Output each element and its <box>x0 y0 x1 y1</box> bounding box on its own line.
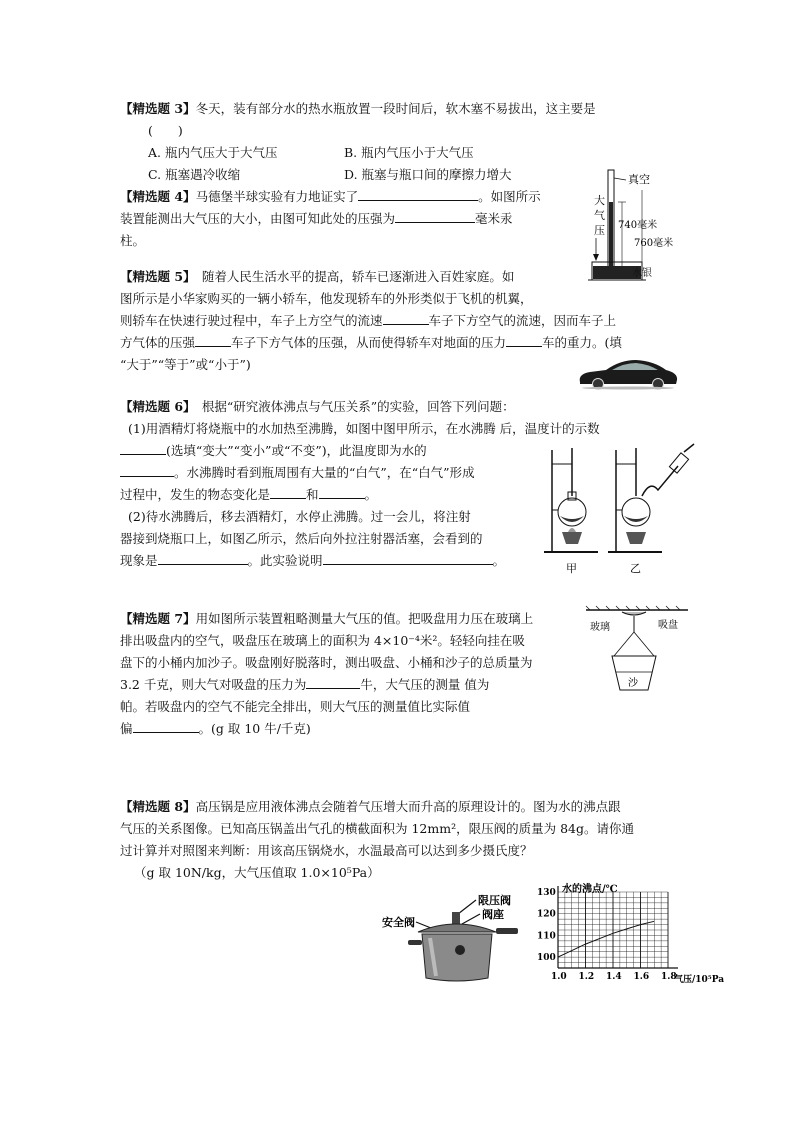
q6-line2: (1)用酒精灯将烧瓶中的水加热至沸腾，如图中图甲所示，在水沸腾 后，温度计的示数 <box>128 421 600 436</box>
question-7 <box>120 608 580 740</box>
q4-line1-end: 。如图所示 <box>478 189 541 204</box>
q6-line8a: 现象是 <box>120 553 158 568</box>
chart-xlabel: 气压/10⁵Pa <box>674 975 725 985</box>
boiling-point-chart <box>536 880 736 998</box>
q3-option-b: B. 瓶内气压小于大气压 <box>344 145 474 160</box>
y-tick-label: 120 <box>537 909 556 920</box>
q6-line5a: 过程中，发生的物态变化是 <box>120 487 271 502</box>
q4-line3: 柱。 <box>120 233 146 248</box>
q5-line4b: 车子下方气体的压强，从而使得轿车对地面的压力 <box>231 335 507 350</box>
q3-stem: 冬天，装有部分水的热水瓶放置一段时间后，软木塞不易拔出，这主要是 <box>195 101 596 116</box>
q6-blank-6[interactable] <box>323 550 493 565</box>
y-tick-label: 110 <box>537 931 556 942</box>
height-740-label: 740毫米 <box>618 220 658 231</box>
q7-line4b: 牛，大气压的测量 值为 <box>360 677 490 692</box>
q5-line2: 图所示是小华家购买的一辆小轿车，他发现轿车的外形类似于飞机的机翼， <box>120 291 533 306</box>
q5-line4c: 车的重力。(填 <box>542 335 622 350</box>
q4-tag: 【精选题 4】 <box>120 189 196 204</box>
q7-blank-2[interactable] <box>133 718 199 733</box>
fig-jia-label: 甲 <box>566 562 577 575</box>
q5-blank-3[interactable] <box>506 332 542 347</box>
q4-blank-2[interactable] <box>395 208 475 223</box>
q6-blank-4[interactable] <box>319 484 365 499</box>
q5-line4a: 方气体的压强 <box>120 335 196 350</box>
q5-blank-2[interactable] <box>195 332 231 347</box>
valve-seat-label: 阀座 <box>482 908 504 921</box>
sand-label: 沙 <box>628 678 638 689</box>
glass-label: 玻璃 <box>590 622 610 633</box>
q8-line2: 气压的关系图像。已知高压锅盖出气孔的横截面积为 12mm²，限压阀的质量为 84g。请你通 <box>120 821 634 836</box>
pressure-cooker-figure <box>378 888 538 988</box>
height-760-label: 760毫米 <box>634 238 674 249</box>
q6-line3: (选填“变大”“变小”或“不变”)，此温度即为水的 <box>166 443 427 458</box>
q5-line3a: 则轿车在快速行驶过程中，车子上方空气的流速 <box>120 313 383 328</box>
car-image <box>576 356 680 390</box>
q6-line4a: 。水沸腾时看到瓶周围有大量的“白气”，在“白气”形成 <box>174 465 475 480</box>
q5-blank-1[interactable] <box>383 310 429 325</box>
x-tick-label: 1.6 <box>633 972 650 982</box>
chart-grid <box>558 886 678 968</box>
pressure-valve-label: 限压阀 <box>478 894 511 907</box>
q3-option-d: D. 瓶塞与瓶口间的摩擦力增大 <box>344 167 512 182</box>
q3-tag: 【精选题 3】 <box>120 101 196 116</box>
x-tick-label: 1.4 <box>606 972 622 982</box>
q8-line4: （g 取 10N/kg，大气压值取 1.0×10⁵Pa） <box>134 865 380 880</box>
x-tick-label: 1.2 <box>578 972 595 982</box>
x-tick-label: 1.8 <box>661 972 677 982</box>
y-tick-label: 100 <box>537 953 556 964</box>
q3-paren: ( ) <box>148 123 183 138</box>
q6-line5c: 。 <box>364 487 378 502</box>
q7-tag: 【精选题 7】 <box>120 611 196 626</box>
q6-blank-1[interactable] <box>120 440 166 455</box>
q6-line8b: 。此实验说明 <box>247 553 323 568</box>
safety-valve-label: 安全阀 <box>382 916 415 929</box>
q5-line1: 随着人民生活水平的提高，轿车已逐渐进入百姓家庭。如 <box>189 269 515 284</box>
q5-line3b: 车子下方空气的流速，因而车子上 <box>428 313 617 328</box>
cup-label: 吸盘 <box>658 620 678 631</box>
vacuum-label: 真空 <box>628 173 650 186</box>
q7-line5: 帕。若吸盘内的空气不能完全排出，则大气压的测量值比实际值 <box>120 699 471 714</box>
question-4 <box>120 186 580 252</box>
q8-line1: 高压锅是应用液体沸点会随着气压增大而升高的原理设计的。图为水的沸点跟 <box>195 799 621 814</box>
atm-label-2: 气 <box>594 209 605 222</box>
q4-line2: 装置能测出大气压的大小，由图可知此处的压强为 <box>120 211 396 226</box>
y-tick-label: 130 <box>537 888 556 898</box>
q3-option-a: A. 瓶内气压大于大气压 <box>148 145 278 160</box>
q6-line7: 器接到烧瓶口上，如图乙所示，然后向外拉注射器活塞，会看到的 <box>120 531 483 546</box>
atm-label-3: 压 <box>594 224 605 237</box>
q6-blank-2[interactable] <box>120 462 174 477</box>
q4-line1: 马德堡半球实验有力地证实了 <box>195 189 359 204</box>
boiling-figure <box>538 440 702 580</box>
q7-line6a: 偏 <box>120 721 133 736</box>
q3-option-c: C. 瓶塞遇冷收缩 <box>148 167 241 182</box>
q7-line1: 用如图所示装置粗略测量大气压的值。把吸盘用力压在玻璃上 <box>195 611 534 626</box>
q6-line6: (2)待水沸腾后，移去酒精灯，水停止沸腾。过一会儿，将注射 <box>128 509 471 524</box>
q4-line2-end: 毫米汞 <box>475 211 513 226</box>
atm-label-1: 大 <box>594 194 605 207</box>
x-tick-label: 1.0 <box>551 972 567 982</box>
fig-yi-label: 乙 <box>630 562 641 575</box>
q6-line1: 根据“研究液体沸点与气压关系”的实验，回答下列问题： <box>189 399 515 414</box>
q5-line5: “大于”“等于”或“小于”) <box>120 357 251 372</box>
q6-tag: 【精选题 6】 <box>120 399 190 414</box>
q7-line3: 盘下的小桶内加沙子。吸盘刚好脱落时，测出吸盘、小桶和沙子的总质量为 <box>120 655 533 670</box>
q4-blank-1[interactable] <box>358 186 478 201</box>
q6-blank-5[interactable] <box>158 550 248 565</box>
q6-line8c: 。 <box>492 553 506 568</box>
q7-blank-1[interactable] <box>306 674 360 689</box>
chart-ylabel: 水的沸点/℃ <box>562 884 618 895</box>
q6-line5b: 和 <box>306 487 319 502</box>
q5-tag: 【精选题 5】 <box>120 269 190 284</box>
suction-cup-figure <box>582 604 692 704</box>
q7-line2: 排出吸盘内的空气，吸盘压在玻璃上的面积为 4×10⁻⁴米²。轻轻向挂在吸 <box>120 633 525 648</box>
q7-line6b: 。(g 取 10 牛/千克) <box>198 721 311 736</box>
mercury-label: 水银 <box>632 268 652 279</box>
question-8 <box>120 796 720 884</box>
q8-tag: 【精选题 8】 <box>120 799 196 814</box>
q6-blank-3[interactable] <box>270 484 306 499</box>
q8-line3: 过计算并对照图来判断：用该高压锅烧水，水温最高可以达到多少摄氏度？ <box>120 843 533 858</box>
q7-line4a: 3.2 千克，则大气对吸盘的压力为 <box>120 677 307 692</box>
